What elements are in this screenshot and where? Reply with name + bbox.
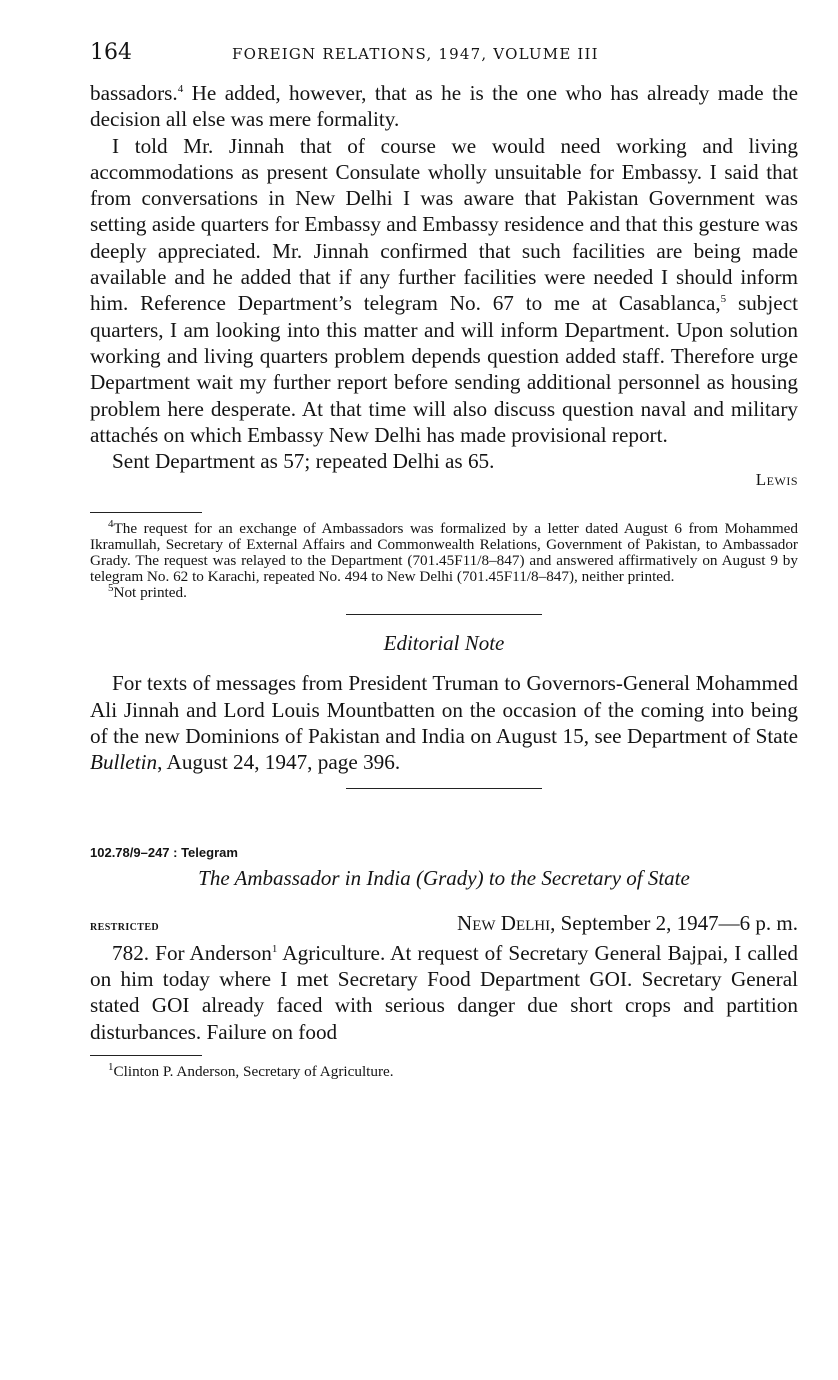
p1-rest: He added, however, that as he is the one who has already made the decision all else was mere formality. (90, 81, 798, 132)
footnote-5 (90, 581, 798, 601)
date: , September 2, 1947—6 p. m. (550, 910, 798, 935)
footnote-ref-5[interactable]: 5 (720, 293, 727, 306)
editorial-bulletin: Bulletin (90, 750, 158, 775)
footnote-1-text: Clinton P. Anderson, Secretary of Agriculture. (113, 1062, 394, 1080)
footnote-ref-4[interactable]: 4 (177, 82, 184, 95)
p1-text: bassadors. (90, 81, 178, 105)
footnote-5-text: Not printed. (113, 583, 187, 601)
editorial-note-title: Editorial Note (383, 631, 505, 656)
p2-text-b: subject quarters, I am looking into this matter and will inform Department. Upon solution working and living quarters problem depends question added staff. Therefore urge Department wait my further report before sending additional personnel as housing problem here desperate. At that time will also discuss question naval and military attachés on which Embassy New Delhi has made provisional report. (90, 291, 798, 447)
footnote-ref-1[interactable]: 1 (271, 942, 278, 955)
footnote-4 (90, 518, 798, 585)
telegram-paragraph (90, 940, 798, 1045)
dateline (90, 911, 798, 936)
editorial-text-a: For texts of messages from President Truman to Governors-General Mohammed Ali Jinnah and Lord Louis Mountbatten on the occasion of the coming into being of the new Dominions of Pakistan and India on August 15, see Department of State (90, 671, 798, 749)
footnote-4-text: The request for an exchange of Ambassadors was formalized by a letter dated August 6 from Mohammed Ikramullah, Secretary of External Affairs and Commonwealth Relations, Government of Pakistan, to Ambassador Grady. The request was relayed to the Department (701.45F11/8–847) and answered affirmatively on August 9 by telegram No. 62 to Karachi, repeated No. 494 to New Delhi (701.45F11/8–847), neither printed. (90, 520, 798, 585)
telegram-text-a: 782. For Anderson (112, 940, 272, 965)
document-page (90, 40, 798, 1080)
body-paragraph (90, 133, 798, 449)
footnote-marker: 1 (108, 1060, 114, 1073)
editorial-note-text (90, 670, 798, 775)
classification: restricted (90, 918, 160, 934)
document-title: The Ambassador in India (Grady) to the Secretary of State (198, 865, 690, 890)
p2-text-a: I told Mr. Jinnah that of course we would need working and living accommodations as present Consulate wholly unsuitable for Embassy. I said that from conversations in New Delhi I was aware that Pakistan Government was setting aside quarters for Embassy and Embassy residence and that this gesture was deeply appreciated. Mr. Jinnah confirmed that such facilities are being made available and he added that if any further facilities were needed I should inform him. Reference Department’s telegram No. 67 to me at Casablanca, (90, 133, 798, 316)
footnote-divider (90, 1055, 202, 1056)
footnote-marker: 5 (108, 581, 114, 594)
section-divider (346, 788, 542, 789)
footnote-1 (90, 1060, 798, 1080)
page-number: 164 (90, 40, 132, 65)
place: New Delhi (457, 910, 551, 935)
section-divider (346, 614, 542, 615)
signature: Lewis (755, 470, 798, 490)
editorial-text-b: , August 24, 1947, page 396. (157, 750, 401, 775)
document-reference: 102.78/9–247 : Telegram (90, 844, 238, 860)
footnote-marker: 4 (108, 518, 114, 531)
footnote-divider (90, 512, 202, 513)
sent-line: Sent Department as 57; repeated Delhi as 65. (112, 449, 495, 474)
place-date (457, 911, 798, 936)
running-title: FOREIGN RELATIONS, 1947, VOLUME III (232, 45, 599, 63)
continuation-paragraph (90, 80, 798, 133)
page-header (90, 40, 798, 80)
telegram-text-b: Agriculture. At request of Secretary General Bajpai, I called on him today where I met Secretary Food Department GOI. Secretary General stated GOI already faced with serious danger due short crops and partition disturbances. Failure on food (90, 940, 798, 1044)
